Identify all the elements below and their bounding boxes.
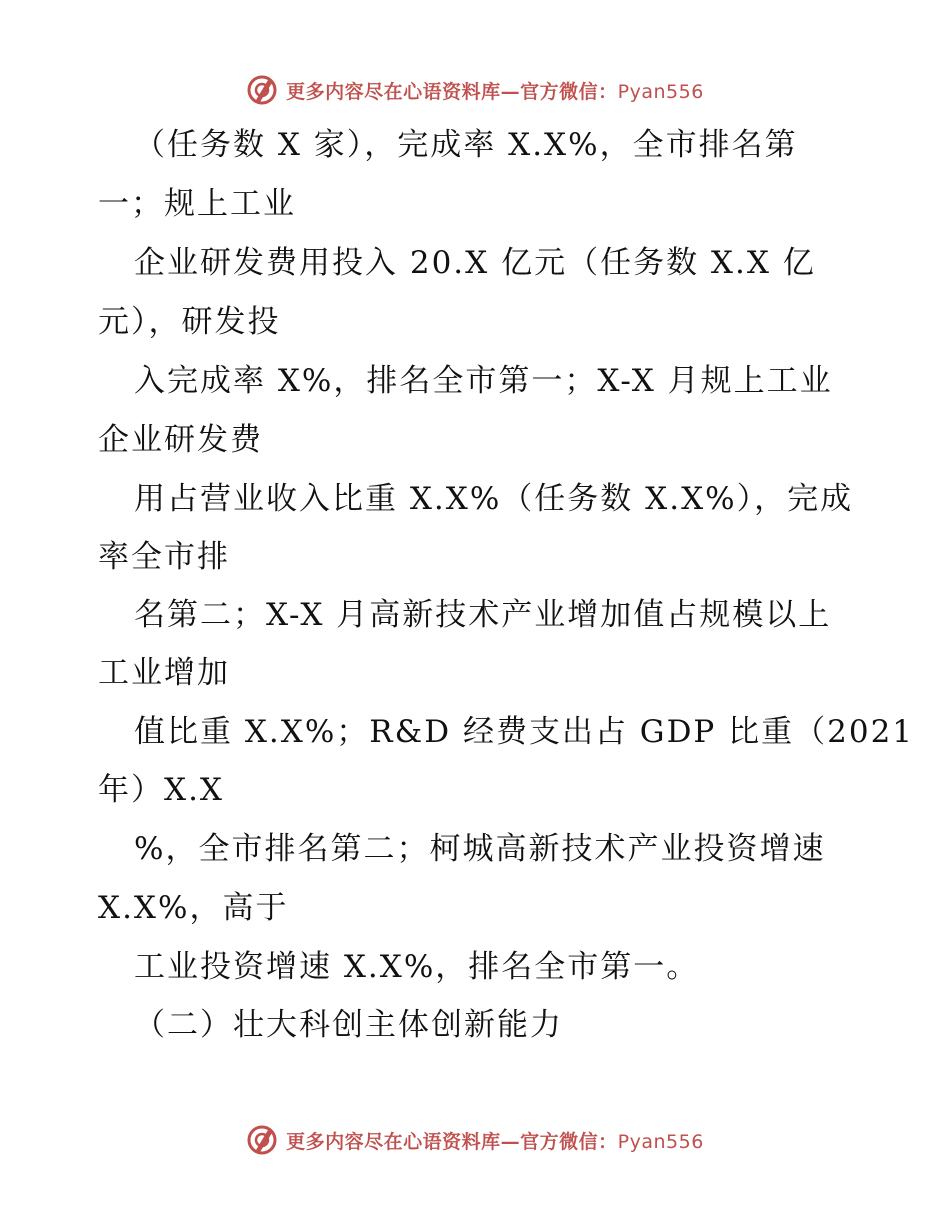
text-line: 元），研发投 — [98, 304, 281, 340]
text-line: 工业增加 — [98, 655, 230, 691]
watermark-text: 更多内容尽在心语资料库—官方微信：Pyan556 — [286, 80, 704, 103]
text-line: 用占营业收入比重 X.X%（任务数 X.X%），完成 — [134, 481, 854, 517]
text-line: 入完成率 X%，排名全市第一；X-X 月规上工业 — [134, 363, 833, 399]
text-line: 企业研发费用投入 20.X 亿元（任务数 X.X 亿 — [134, 245, 816, 281]
brand-logo-icon — [246, 1124, 278, 1156]
text-line: 名第二；X-X 月高新技术产业增加值占规模以上 — [134, 597, 832, 633]
section-heading: （二）壮大科创主体创新能力 — [134, 1007, 563, 1043]
text-line: X.X%，高于 — [98, 890, 289, 926]
text-line: 值比重 X.X%；R&D 经费支出占 GDP 比重（2021 — [134, 714, 915, 750]
watermark-text: 更多内容尽在心语资料库—官方微信：Pyan556 — [286, 1130, 704, 1153]
text-line: 年）X.X — [98, 772, 224, 808]
text-line: 一；规上工业 — [98, 186, 296, 222]
text-line: %，全市排名第二；柯城高新技术产业投资增速 — [134, 831, 826, 867]
text-line: （任务数 X 家），完成率 X.X%，全市排名第 — [134, 127, 798, 163]
text-line: 率全市排 — [98, 539, 230, 575]
text-line: 企业研发费 — [98, 422, 263, 458]
watermark-footer — [0, 1120, 950, 1160]
text-line: 工业投资增速 X.X%，排名全市第一。 — [134, 949, 700, 985]
